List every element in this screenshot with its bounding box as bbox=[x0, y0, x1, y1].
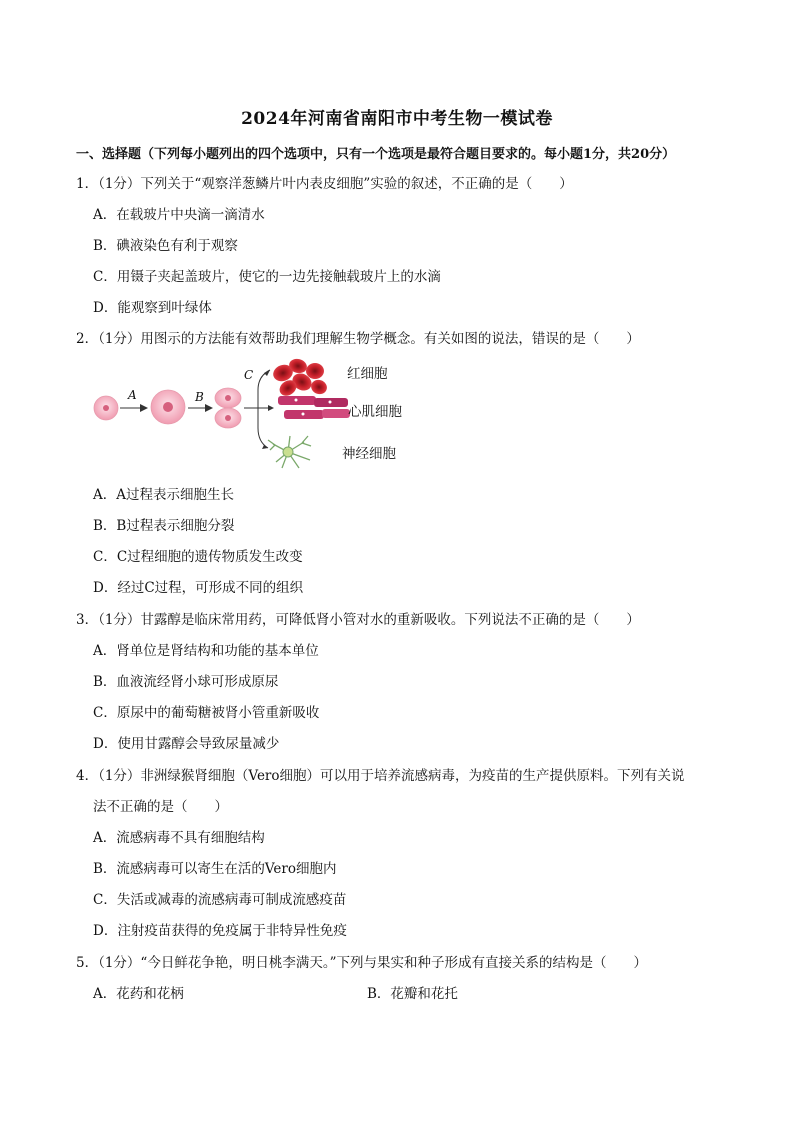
question-4-option-a: A．流感病毒不具有细胞结构 bbox=[93, 830, 265, 846]
question-3-stem: 3．（1分）甘露醇是临床常用药，可降低肾小管对水的重新吸收。下列说法不正确的是（ ） bbox=[76, 612, 640, 628]
question-2-stem: 2．（1分）用图示的方法能有效帮助我们理解生物学概念。有关如图的说法，错误的是（ ） bbox=[76, 331, 640, 347]
question-3-option-d: D．使用甘露醇会导致尿量减少 bbox=[93, 736, 280, 752]
question-3-option-a: A．肾单位是肾结构和功能的基本单位 bbox=[93, 643, 319, 659]
dividing-cells-icon bbox=[215, 388, 241, 428]
red-blood-cells-icon bbox=[271, 357, 329, 399]
question-2-option-a: A．A过程表示细胞生长 bbox=[93, 487, 234, 503]
question-4-stem: 4．（1分）非洲绿猴肾细胞（Vero细胞）可以用于培养流感病毒，为疫苗的生产提供原料。下列有关说 bbox=[76, 768, 685, 784]
label-red-blood-cell: 红细胞 bbox=[347, 366, 388, 382]
label-cardiac-cell: 心肌细胞 bbox=[348, 404, 402, 420]
question-1-stem: 1．（1分）下列关于“观察洋葱鳞片叶内表皮细胞”实验的叙述，不正确的是（ ） bbox=[76, 176, 573, 192]
section-heading: 一、选择题（下列每小题列出的四个选项中，只有一个选项是最符合题目要求的。每小题1分，共20分） bbox=[76, 147, 676, 162]
question-2-option-d: D．经过C过程，可形成不同的组织 bbox=[93, 580, 304, 596]
question-5-stem: 5．（1分）“今日鲜花争艳，明日桃李满天。”下列与果实和种子形成有直接关系的结构是（ ） bbox=[76, 955, 647, 971]
neuron-body-icon bbox=[283, 447, 293, 457]
question-5-option-a: A．花药和花柄 bbox=[93, 986, 184, 1002]
question-1-option-c: C．用镊子夹起盖玻片，使它的一边先接触载玻片上的水滴 bbox=[93, 269, 441, 285]
small-cell-icon bbox=[94, 396, 118, 420]
question-5-option-b: B．花瓣和花托 bbox=[367, 986, 458, 1002]
question-2-option-b: B．B过程表示细胞分裂 bbox=[93, 518, 235, 534]
label-neuron: 神经细胞 bbox=[342, 446, 396, 462]
process-label-b: B bbox=[195, 390, 204, 404]
question-3-option-b: B．血液流经肾小球可形成原尿 bbox=[93, 674, 279, 690]
process-label-a: A bbox=[128, 388, 137, 402]
exam-title: 2024年河南省南阳市中考生物一模试卷 bbox=[241, 109, 553, 129]
question-4-option-c: C．失活或减毒的流感病毒可制成流感疫苗 bbox=[93, 892, 347, 908]
cardiac-muscle-cells-icon bbox=[278, 396, 350, 419]
question-4-option-d: D．注射疫苗获得的免疫属于非特异性免疫 bbox=[93, 923, 347, 939]
question-4-option-b: B．流感病毒可以寄生在活的Vero细胞内 bbox=[93, 861, 337, 877]
grown-cell-icon bbox=[151, 390, 185, 424]
question-1-option-b: B．碘液染色有利于观察 bbox=[93, 238, 238, 254]
cell-differentiation-figure bbox=[92, 356, 432, 474]
question-1-option-d: D．能观察到叶绿体 bbox=[93, 300, 212, 316]
question-4-stem-continued: 法不正确的是（ ） bbox=[93, 799, 228, 815]
question-3-option-c: C．原尿中的葡萄糖被肾小管重新吸收 bbox=[93, 705, 320, 721]
process-label-c: C bbox=[244, 368, 254, 382]
question-1-option-a: A．在载玻片中央滴一滴清水 bbox=[93, 207, 265, 223]
question-2-option-c: C．C过程细胞的遗传物质发生改变 bbox=[93, 549, 303, 565]
